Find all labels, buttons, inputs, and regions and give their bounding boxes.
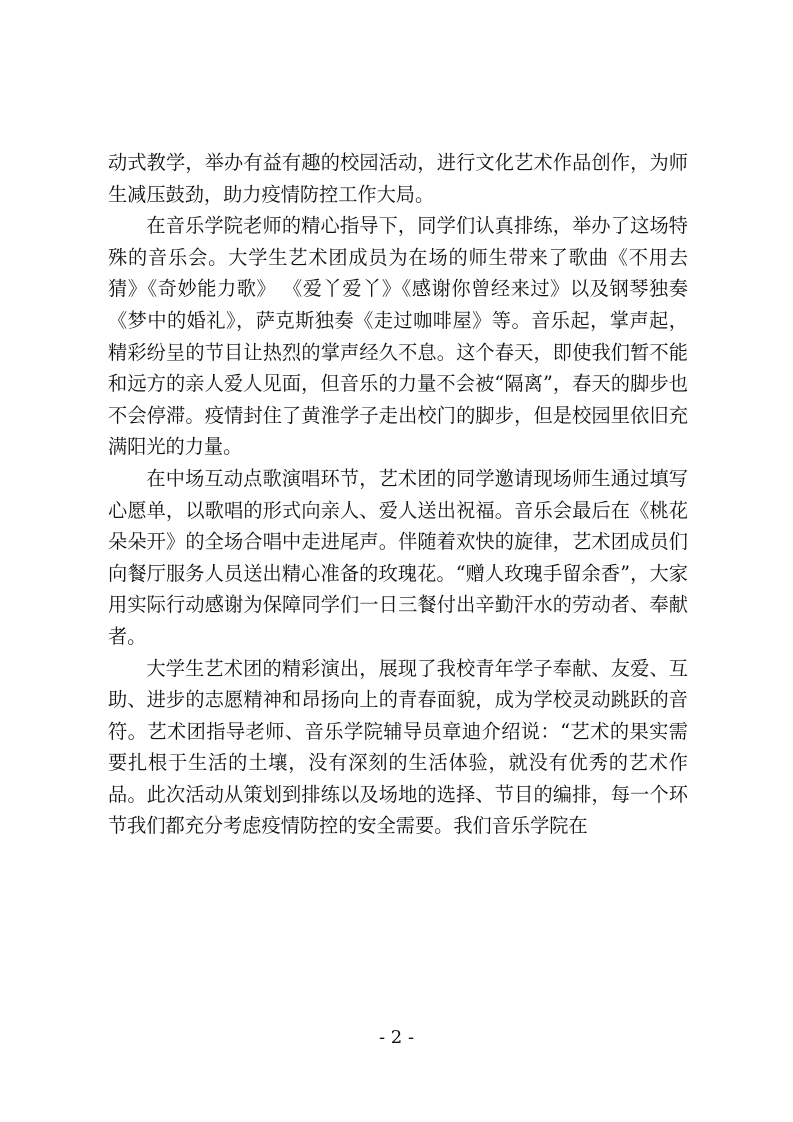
paragraph-art-troupe-summary: 大学生艺术团的精彩演出，展现了我校青年学子奉献、友爱、互助、进步的志愿精神和昂扬向上的青春面貌，成为学校灵动跳跃的音符。艺术团指导老师、音乐学院辅导员章迪介绍说：“艺术的果实需要扎根于生活的土壤，没有深刻的生活体验，就没有优秀的艺术作品。此次活动从策划到排练以及场地的选择、节目的编排，每一个环节我们都充分考虑疫情防控的安全需要。我们音乐学院在	[108, 656, 688, 838]
paragraph-continuation: 动式教学，举办有益有趣的校园活动，进行文化艺术作品创作，为师生减压鼓劲，助力疫情防控工作大局。	[108, 151, 688, 206]
paragraph-interactive-session: 在中场互动点歌演唱环节，艺术团的同学邀请现场师生通过填写心愿单，以歌唱的形式向亲人、爱人送出祝福。音乐会最后在《桃花朵朵开》的全场合唱中走进尾声。伴随着欢快的旋律，艺术团成员们向餐厅服务人员送出精心准备的玫瑰花。“赠人玫瑰手留余香”，大家用实际行动感谢为保障同学们一日三餐付出辛勤汗水的劳动者、奉献者。	[108, 466, 688, 648]
document-body	[108, 147, 688, 842]
paragraph-concert-program: 在音乐学院老师的精心指导下，同学们认真排练，举办了这场特殊的音乐会。大学生艺术团成员为在场的师生带来了歌曲《不用去猜》《奇妙能力歌》 《爱丫爱丫》《感谢你曾经来过》以及钢琴独奏《梦中的婚礼》，萨克斯独奏《走过咖啡屋》等。音乐起，掌声起，精彩纷呈的节目让热烈的掌声经久不息。这个春天，即使我们暂不能和远方的亲人爱人见面，但音乐的力量不会被“隔离”，春天的脚步也不会停滞。疫情封住了黄淮学子走出校门的脚步，但是校园里依旧充满阳光的力量。	[108, 214, 688, 459]
page-number: - 2 -	[378, 1027, 415, 1048]
